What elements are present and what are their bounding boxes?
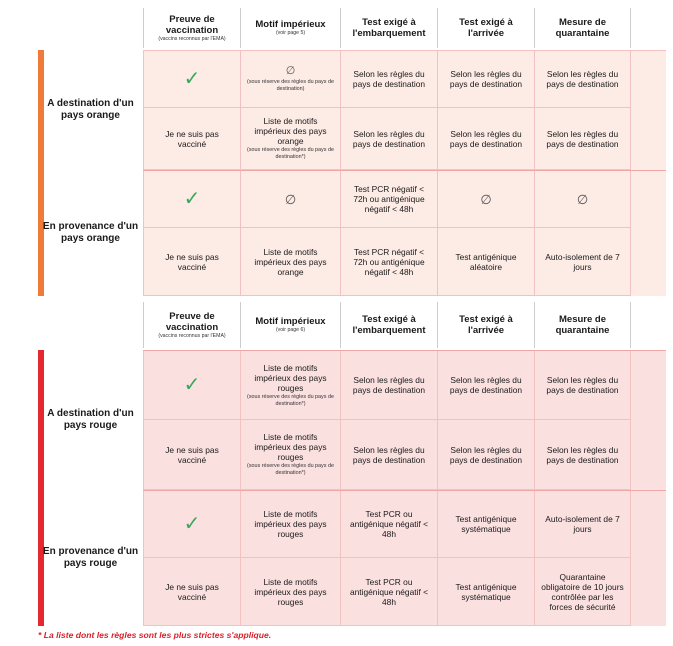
cell-note: (sous réserve des règles du pays de destination*) [247,393,334,407]
header-title: Motif impérieux [255,19,326,31]
cell-embark: Selon les règles du pays de destination [340,51,437,108]
cell-vaccination [143,171,240,228]
table-row [143,50,666,108]
header-embark [340,8,437,48]
cell-arrival: Selon les règles du pays de destination [437,108,534,170]
header-sub: (vaccins reconnus par l'EMA) [158,35,226,42]
header-title: Mesure de quarantaine [555,17,610,39]
header-vaccination [143,8,240,48]
table-row [143,350,666,420]
cell-text: Liste de motifs impérieux des pays rouges [254,362,327,393]
footnote: * La liste dont les règles sont les plus strictes s'applique. [38,630,272,640]
cell-motif: Liste de motifs impérieux des pays rouges [240,491,340,558]
cell-text: Liste de motifs impérieux des pays rouges [254,432,327,463]
table-row [143,108,666,170]
cell-arrival: Test antigénique systématique [437,558,534,626]
group-label: En provenance d'un pays orange [42,221,139,244]
header-title: Motif impérieux [255,316,326,328]
cell-vaccination: Je ne suis pas vacciné [143,558,240,626]
header-title: Test exigé à l'arrivée [459,314,513,336]
table-row [143,558,666,626]
header-motif [240,8,340,48]
cell-note: (sous réserve des règles du pays de destination*) [247,463,334,476]
group-label: A destination d'un pays rouge [47,408,134,431]
cell-arrival: Selon les règles du pays de destination [437,420,534,490]
header-title: Test exigé à l'embarquement [352,314,426,336]
header-title: Preuve de vaccination [165,310,219,333]
header-quarantine [534,8,631,48]
empty-set-icon: ∅ [285,65,296,78]
section-red [38,350,666,626]
header-sub: (voir page 6) [275,327,306,334]
cell-motif [240,351,340,420]
empty-set-icon: ∅ [480,191,492,207]
header-motif [240,302,340,348]
check-icon: ✓ [183,374,201,396]
cell-quarantine: Selon les règles du pays de destination [534,108,631,170]
cell-embark: Selon les règles du pays de destination [340,108,437,170]
table-row [143,420,666,490]
cell-text: Liste de motifs impérieux des pays orange [254,116,327,147]
cell-vaccination: Je ne suis pas vacciné [143,228,240,296]
header-arrival [437,8,534,48]
header-title: Mesure de quarantaine [555,314,610,336]
cell-motif [240,108,340,170]
header-vaccination [143,302,240,348]
header-embark [340,302,437,348]
header-sub: (voir page 5) [275,30,306,37]
cell-arrival: Selon les règles du pays de destination [437,51,534,108]
cell-vaccination: Je ne suis pas vacciné [143,420,240,490]
check-icon: ✓ [183,188,201,210]
cell-embark: Test PCR négatif < 72h ou antigénique négatif < 48h [340,171,437,228]
cell-quarantine [534,171,631,228]
cell-quarantine: Selon les règles du pays de destination [534,351,631,420]
cell-quarantine: Auto-isolement de 7 jours [534,491,631,558]
cell-embark: Test PCR ou antigénique négatif < 48h [340,558,437,626]
cell-motif [240,51,340,108]
cell-arrival: Test antigénique aléatoire [437,228,534,296]
cell-quarantine: Selon les règles du pays de destination [534,420,631,490]
check-icon: ✓ [183,68,201,90]
header-title: Test exigé à l'arrivée [459,17,513,39]
cell-arrival [437,171,534,228]
header-title: Preuve de vaccination [165,13,219,36]
check-icon: ✓ [183,513,201,535]
cell-quarantine: Selon les règles du pays de destination [534,51,631,108]
cell-motif: Liste de motifs impérieux des pays rouges [240,558,340,626]
cell-vaccination [143,491,240,558]
group-label: A destination d'un pays orange [47,98,134,121]
table-row [143,490,666,558]
header-sub: (vaccins reconnus par l'EMA) [158,332,226,339]
cell-embark: Selon les règles du pays de destination [340,420,437,490]
table-row [143,228,666,296]
table-row [143,170,666,228]
section-orange [38,50,666,296]
cell-vaccination: Je ne suis pas vacciné [143,108,240,170]
cell-vaccination [143,351,240,420]
cell-vaccination [143,51,240,108]
cell-quarantine: Quarantaine obligatoire de 10 jours contrôlée par les forces de sécurité [534,558,631,626]
table-header-top [143,8,666,48]
cell-embark: Selon les règles du pays de destination [340,351,437,420]
empty-set-icon: ∅ [284,191,297,207]
header-quarantine [534,302,631,348]
cell-motif [240,171,340,228]
cell-embark: Test PCR ou antigénique négatif < 48h [340,491,437,558]
cell-arrival: Test antigénique systématique [437,491,534,558]
empty-set-icon: ∅ [576,191,589,207]
table-header-bottom [143,302,666,348]
group-label: En provenance d'un pays rouge [42,546,139,569]
header-arrival [437,302,534,348]
cell-quarantine: Auto-isolement de 7 jours [534,228,631,296]
cell-motif: Liste de motifs impérieux des pays orange [240,228,340,296]
header-title: Test exigé à l'embarquement [352,17,426,39]
cell-arrival: Selon les règles du pays de destination [437,351,534,420]
cell-note: (sous réserve des règles du pays de destination*) [247,147,334,160]
cell-motif [240,420,340,490]
cell-note: (sous réserve des règles du pays de destination) [247,79,334,92]
cell-embark: Test PCR négatif < 72h ou antigénique négatif < 48h [340,228,437,296]
